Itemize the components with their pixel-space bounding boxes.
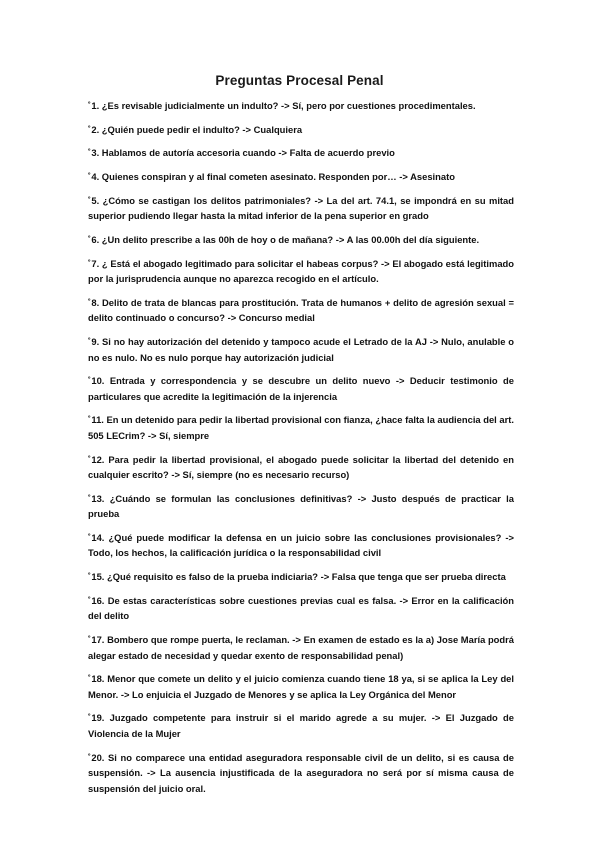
question-item xyxy=(88,709,514,741)
question-ordinal-mark: º xyxy=(88,572,91,580)
question-item xyxy=(88,490,514,522)
question-text: 17. Bombero que rompe puerta, le reclaman. -> En examen de estado es la a) Jose María podrá alegar estado de necesidad y quedar exento de responsabilidad penal) xyxy=(88,634,514,661)
question-ordinal-mark: º xyxy=(88,101,91,108)
question-ordinal-mark: º xyxy=(88,172,91,180)
question-list xyxy=(88,97,514,803)
question-ordinal-mark: º xyxy=(88,376,91,384)
question-item xyxy=(88,168,514,185)
question-ordinal-mark: º xyxy=(88,195,91,203)
document-title: Preguntas Procesal Penal xyxy=(215,73,384,88)
question-ordinal-mark: º xyxy=(88,297,91,305)
question-item xyxy=(88,333,514,365)
question-text: 8. Delito de trata de blancas para prostitución. Trata de humanos + delito de agresión sexual = delito continuado o concurso? -> Concurso medial xyxy=(88,296,514,324)
question-item xyxy=(88,231,514,248)
question-ordinal-mark: º xyxy=(88,454,91,462)
question-text: 12. Para pedir la libertad provisional, el abogado puede solicitar la libertad del detenido en cualquier escrito? -> Sí, siempre (no es necesario recurso) xyxy=(88,453,514,481)
question-text: 10. Entrada y correspondencia y se descubre un delito nuevo -> Deducir testimonio de particulares que acredite la legitimación de la injerencia xyxy=(88,375,514,402)
question-ordinal-mark: º xyxy=(88,234,91,242)
question-ordinal-mark: º xyxy=(88,674,91,682)
question-text: 16. De estas características sobre cuestiones previas cual es falsa. -> Error en la calificación del delito xyxy=(88,594,514,622)
question-ordinal-mark: º xyxy=(88,635,91,642)
question-text: 18. Menor que comete un delito y el juicio comienza cuando tiene 18 ya, si se aplica la Ley del Menor. -> Lo enjuicia el Juzgado de Menores y se aplica la Ley Orgánica del Menor xyxy=(88,673,514,700)
question-item xyxy=(88,568,514,585)
question-ordinal-mark: º xyxy=(88,532,91,540)
question-ordinal-mark: º xyxy=(88,415,91,423)
question-text: 3. Hablamos de autoría accesoria cuando -> Falta de acuerdo previo xyxy=(91,147,395,159)
question-item xyxy=(88,592,514,624)
question-item xyxy=(88,411,514,443)
question-item xyxy=(88,294,514,326)
question-text: 4. Quienes conspiran y al final cometen asesinato. Responden por… -> Asesinato xyxy=(91,171,455,183)
question-item xyxy=(88,144,514,161)
question-item xyxy=(88,451,514,483)
question-item xyxy=(88,192,514,224)
question-text: 6. ¿Un delito prescribe a las 00h de hoy o de mañana? -> A las 00.00h del día siguiente. xyxy=(91,233,480,245)
question-text: 15. ¿Qué requisito es falso de la prueba indiciaria? -> Falsa que tenga que ser prueba directa xyxy=(91,571,506,583)
question-ordinal-mark: º xyxy=(88,595,91,603)
question-item xyxy=(88,255,514,287)
question-ordinal-mark: º xyxy=(88,258,91,266)
question-item xyxy=(88,670,514,702)
question-item xyxy=(88,631,514,663)
question-text: 7. ¿ Está el abogado legitimado para solicitar el habeas corpus? -> El abogado está legitimado por la jurisprudencia aunque no aparezca recogido en el artículo. xyxy=(88,257,514,285)
question-item xyxy=(88,97,514,114)
question-text: 2. ¿Quién puede pedir el indulto? -> Cualquiera xyxy=(91,123,303,135)
question-item xyxy=(88,372,514,404)
question-text: 11. En un detenido para pedir la libertad provisional con fianza, ¿hace falta la audiencia del art. 505 LECrim? -> Sí, siempre xyxy=(88,414,514,441)
question-ordinal-mark: º xyxy=(88,752,91,760)
question-item xyxy=(88,529,514,561)
question-item xyxy=(88,121,514,138)
question-text: 20. Si no comparece una entidad aseguradora responsable civil de un delito, si es causa de suspensión. -> La ausencia injustificada de la aseguradora no será por sí misma causa de suspensión del juicio oral. xyxy=(88,751,514,794)
question-item xyxy=(88,749,514,797)
question-text: 19. Juzgado competente para instruir si el marido agrede a su mujer. -> El Juzgado de Violencia de la Mujer xyxy=(88,712,514,739)
question-text: 9. Si no hay autorización del detenido y tampoco acude el Letrado de la AJ -> Nulo, anulable o no es nulo. No es nulo porque hay autorización judicial xyxy=(88,336,514,363)
question-ordinal-mark: º xyxy=(88,124,91,132)
question-ordinal-mark: º xyxy=(88,148,91,156)
question-ordinal-mark: º xyxy=(88,713,91,721)
question-text: 14. ¿Qué puede modificar la defensa en un juicio sobre las conclusiones provisionales? -> Todo, los hechos, la calificación jurídica o la responsabilidad civil xyxy=(88,531,514,559)
question-text: 1. ¿Es revisable judicialmente un indulto? -> Sí, pero por cuestiones procedimentales. xyxy=(91,100,476,111)
question-ordinal-mark: º xyxy=(88,493,91,501)
question-ordinal-mark: º xyxy=(88,337,91,344)
question-text: 13. ¿Cuándo se formulan las conclusiones definitivas? -> Justo después de practicar la prueba xyxy=(88,492,514,520)
question-text: 5. ¿Cómo se castigan los delitos patrimoniales? -> La del art. 74.1, se impondrá en su mitad superior pudiendo llegar hasta la mitad inferior de la pena superior en grado xyxy=(88,194,514,222)
